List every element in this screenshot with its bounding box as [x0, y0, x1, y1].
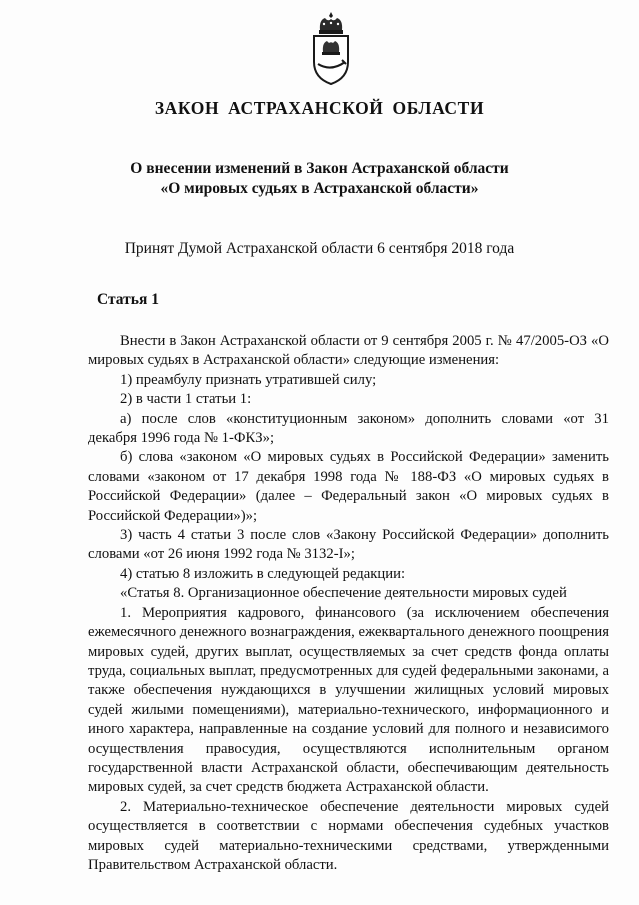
- article-heading: Статья 1: [97, 291, 159, 308]
- paragraph: а) после слов «конституционным законом» дополнить словами «от 31 декабря 1996 года № 1-ФКЗ»;: [88, 410, 609, 447]
- law-subtitle-line2: «О мировых судьях в Астраханской области»: [160, 180, 479, 197]
- paragraph: 1) преамбулу признать утратившей силу;: [120, 371, 377, 388]
- paragraph: 2) в части 1 статьи 1:: [120, 391, 252, 408]
- law-subtitle-line1: О внесении изменений в Закон Астраханской области: [130, 160, 509, 177]
- article-body: [88, 332, 609, 875]
- paragraph: 1. Мероприятия кадрового, финансового (за исключением обеспечения ежемесячного денежного вознаграждения, ежеквартального денежного поощрения мировых судей, других выплат, осуществляемых за счет средств фонда оплаты труда, социальных выплат, предусмотренных для судей федеральными законами, а также обеспечения нуждающихся в улучшении жилищных условий мировых судей жилыми помещениями), материально-технического, информационного и иного характера, направленные на создание условий для полного и независимого осуществления правосудия, осуществляются исполнительным органом государственной власти Астраханской области, обеспечивающим деятельность мировых судей, за счет средств бюджета Астраханской области.: [88, 604, 609, 796]
- law-title: ЗАКОН АСТРАХАНСКОЙ ОБЛАСТИ: [154, 98, 485, 118]
- adoption-statement: Принят Думой Астраханской области 6 сентября 2018 года: [124, 240, 515, 257]
- paragraph: «Статья 8. Организационное обеспечение деятельности мировых судей: [120, 585, 567, 602]
- paragraph: б) слова «законом «О мировых судьях в Российской Федерации» заменить словами «законом от 17 декабря 1998 года № 188-ФЗ «О мировых судьях в Российской Федерации» (далее – Федеральный закон «О мировых судьях в Российской Федерации»)»;: [88, 449, 609, 524]
- coat-of-arms-icon: [306, 10, 356, 88]
- paragraph: 4) статью 8 изложить в следующей редакции:: [120, 565, 406, 582]
- paragraph: 2. Материально-техническое обеспечение деятельности мировых судей осуществляется в соответствии с нормами обеспечения судебных участков мировых судей материально-техническими средствами, утвержденными Правительством Астраханской области.: [88, 798, 609, 873]
- paragraph: 3) часть 4 статьи 3 после слов «Закону Российской Федерации» дополнить словами «от 26 июня 1992 года № 3132-I»;: [88, 527, 609, 563]
- paragraph: Внести в Закон Астраханской области от 9 сентября 2005 г. № 47/2005-ОЗ «О мировых судьях в Астраханской области» следующие изменения:: [88, 333, 609, 369]
